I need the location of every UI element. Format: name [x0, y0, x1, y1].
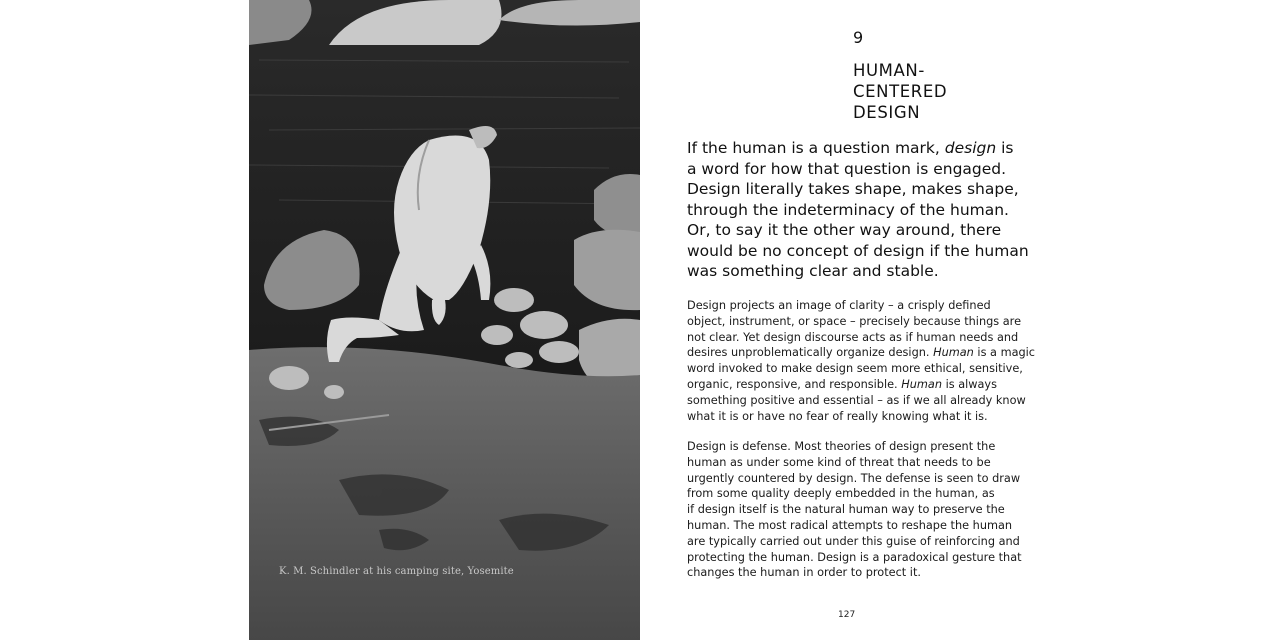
- text-run: Or, to say it the other way around, there: [687, 221, 1002, 239]
- text-run: not clear. Yet design discourse acts as if human needs and: [687, 330, 1019, 344]
- text-line: [687, 550, 1047, 566]
- text-line: [687, 220, 1047, 241]
- text-line: [687, 471, 1047, 487]
- text-line: [687, 502, 1047, 518]
- text-line: [687, 409, 1047, 425]
- chapter-title-line: CENTERED: [853, 82, 948, 101]
- emphasis-text: design: [944, 139, 997, 157]
- chapter-title-line: HUMAN-: [853, 61, 925, 80]
- text-line: [687, 361, 1047, 377]
- text-run: Design projects an image of clarity – a crisply defined: [687, 299, 991, 312]
- text-run: through the indeterminacy of the human.: [687, 200, 1009, 219]
- page-number: 127: [838, 610, 856, 620]
- text-line: [687, 179, 1047, 200]
- text-line: [687, 261, 1047, 282]
- text-run: a word for how that question is engaged.: [687, 159, 1007, 178]
- photo-illustration: [249, 0, 640, 640]
- text-line: [687, 518, 1047, 534]
- text-run: organic, responsive, and responsible.: [687, 377, 902, 391]
- text-line: [687, 345, 1047, 361]
- text-run: is a magic: [973, 346, 1036, 360]
- body-paragraph: [687, 298, 1047, 424]
- text-run: Design literally takes shape, makes shape,: [687, 180, 1019, 198]
- text-line: [687, 455, 1047, 471]
- emphasis-text: Human: [901, 377, 942, 391]
- text-line: [687, 486, 1047, 502]
- text-run: human. The most radical attempts to reshape the human: [687, 518, 1013, 532]
- lead-paragraph: [687, 138, 1047, 282]
- text-run: was something clear and stable.: [687, 262, 939, 280]
- text-run: from some quality deeply embedded in the human, as: [687, 487, 995, 501]
- text-run: human as under some kind of threat that needs to be: [687, 455, 991, 469]
- text-run: what it is or have no fear of really knowing what it is.: [687, 409, 988, 423]
- text-run: urgently countered by design. The defense is seen to draw: [687, 471, 1021, 485]
- text-line: [687, 298, 1047, 314]
- text-run: is always: [942, 377, 998, 391]
- text-line: [687, 439, 1047, 455]
- text-run: If the human is a question mark,: [687, 139, 945, 157]
- text-line: [687, 393, 1047, 409]
- photo-caption: K. M. Schindler at his camping site, Yosemite: [279, 566, 514, 577]
- chapter-title: [853, 60, 947, 123]
- text-run: something positive and essential – as if we all already know: [687, 393, 1026, 407]
- text-run: desires unproblematically organize design.: [687, 346, 934, 360]
- text-line: [687, 200, 1047, 221]
- text-run: would be no concept of design if the human: [687, 241, 1029, 260]
- text-run: Design is defense. Most theories of design present the: [687, 440, 996, 453]
- text-run: object, instrument, or space – precisely because things are: [687, 314, 1022, 328]
- body-paragraph: [687, 439, 1047, 581]
- text-run: word invoked to make design seem more ethical, sensitive,: [687, 362, 1023, 376]
- text-run: are typically carried out under this guise of reinforcing and: [687, 534, 1020, 548]
- text-line: [687, 159, 1047, 180]
- text-line: [687, 377, 1047, 393]
- text-line: [687, 241, 1047, 262]
- text-run: changes the human in order to protect it.: [687, 566, 921, 580]
- text-line: [687, 330, 1047, 346]
- text-line: [687, 138, 1047, 159]
- text-line: [687, 534, 1047, 550]
- emphasis-text: Human: [933, 346, 974, 360]
- text-line: [687, 565, 1047, 581]
- photograph: [249, 0, 640, 640]
- text-run: if design itself is the natural human way to preserve the: [687, 503, 1005, 517]
- text-run: is: [996, 139, 1014, 157]
- chapter-number: 9: [853, 28, 864, 47]
- text-line: [687, 314, 1047, 330]
- text-run: protecting the human. Design is a paradoxical gesture that: [687, 550, 1022, 564]
- chapter-title-line: DESIGN: [853, 103, 921, 122]
